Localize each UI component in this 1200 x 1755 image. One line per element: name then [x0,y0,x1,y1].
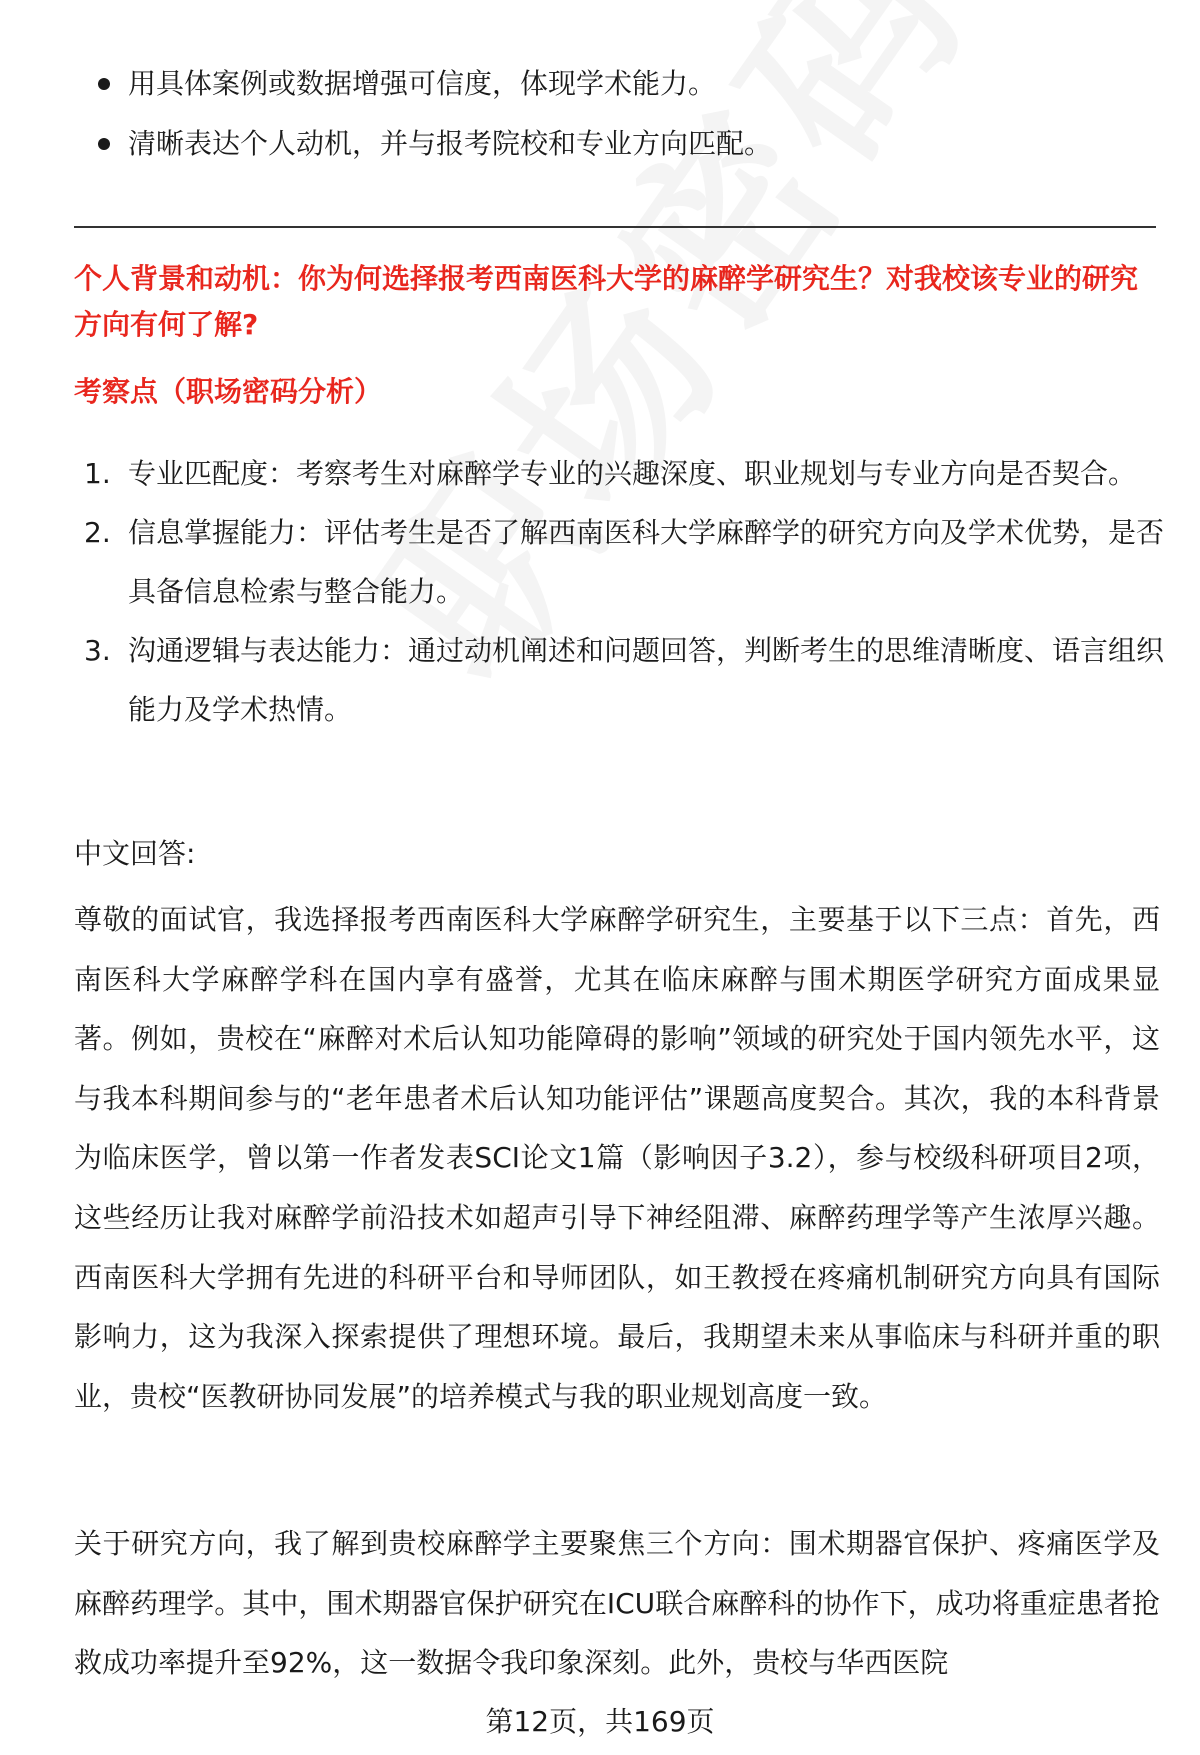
bullet-dot-icon [98,138,110,150]
answer-label: 中文回答: [74,837,196,870]
bullet-item [74,64,1154,104]
bullet-text: 用具体案例或数据增强可信度，体现学术能力。 [128,67,717,100]
answer-paragraph: 关于研究方向，我了解到贵校麻醉学主要聚焦三个方向：围术期器官保护、疼痛医学及麻醉药理学。其中，围术期器官保护研究在ICU联合麻醉科的协作下，成功将重症患者抢救成功率提升至92%，这一数据令我印象深刻。此外，贵校与华西医院 [74,1527,1160,1680]
item-text: 信息掌握能力：评估考生是否了解西南医科大学麻醉学的研究方向及学术优势，是否具备信息检索与整合能力。 [128,516,1165,608]
answer-paragraph: 尊敬的面试官，我选择报考西南医科大学麻醉学研究生，主要基于以下三点：首先，西南医科大学麻醉学科在国内享有盛誉，尤其在临床麻醉与围术期医学研究方面成果显著。例如，贵校在“麻醉对术后认知功能障碍的影响”领域的研究处于国内领先水平，这与我本科期间参与的“老年患者术后认知功能评估”课题高度契合。其次，我的本科背景为临床医学，曾以第一作者发表SCI论文1篇（影响因子3.2），参与校级科研项目2项，这些经历让我对麻醉学前沿技术如超声引导下神经阻滞、麻醉药理学等产生浓厚兴趣。西南医科大学拥有先进的科研平台和导师团队，如王教授在疼痛机制研究方向具有国际影响力，这为我深入探索提供了理想环境。最后，我期望未来从事临床与科研并重的职业，贵校“医教研协同发展”的培养模式与我的职业规划高度一致。 [74,903,1160,1413]
page-footer: 第12页，共169页 [485,1705,715,1738]
item-text: 专业匹配度：考察考生对麻醉学专业的兴趣深度、职业规划与专业方向是否契合。 [128,457,1137,490]
bullet-dot-icon [98,78,110,90]
numbered-item [74,444,1164,503]
bullet-list [74,64,1154,184]
item-number: 2. [84,516,111,549]
numbered-item [74,503,1164,621]
numbered-item [74,621,1164,739]
bullet-item [74,124,1154,164]
question-heading: 个人背景和动机：你为何选择报考西南医科大学的麻醉学研究生？对我校该专业的研究方向有何了解? [74,262,1139,341]
section-heading: 考察点（职场密码分析） [74,375,383,408]
bullet-text: 清晰表达个人动机，并与报考院校和专业方向匹配。 [128,127,773,160]
numbered-list [74,444,1164,739]
item-text: 沟通逻辑与表达能力：通过动机阐述和问题回答，判断考生的思维清晰度、语言组织能力及学术热情。 [128,634,1165,726]
item-number: 1. [84,457,111,490]
horizontal-divider [74,226,1156,228]
item-number: 3. [84,634,111,667]
